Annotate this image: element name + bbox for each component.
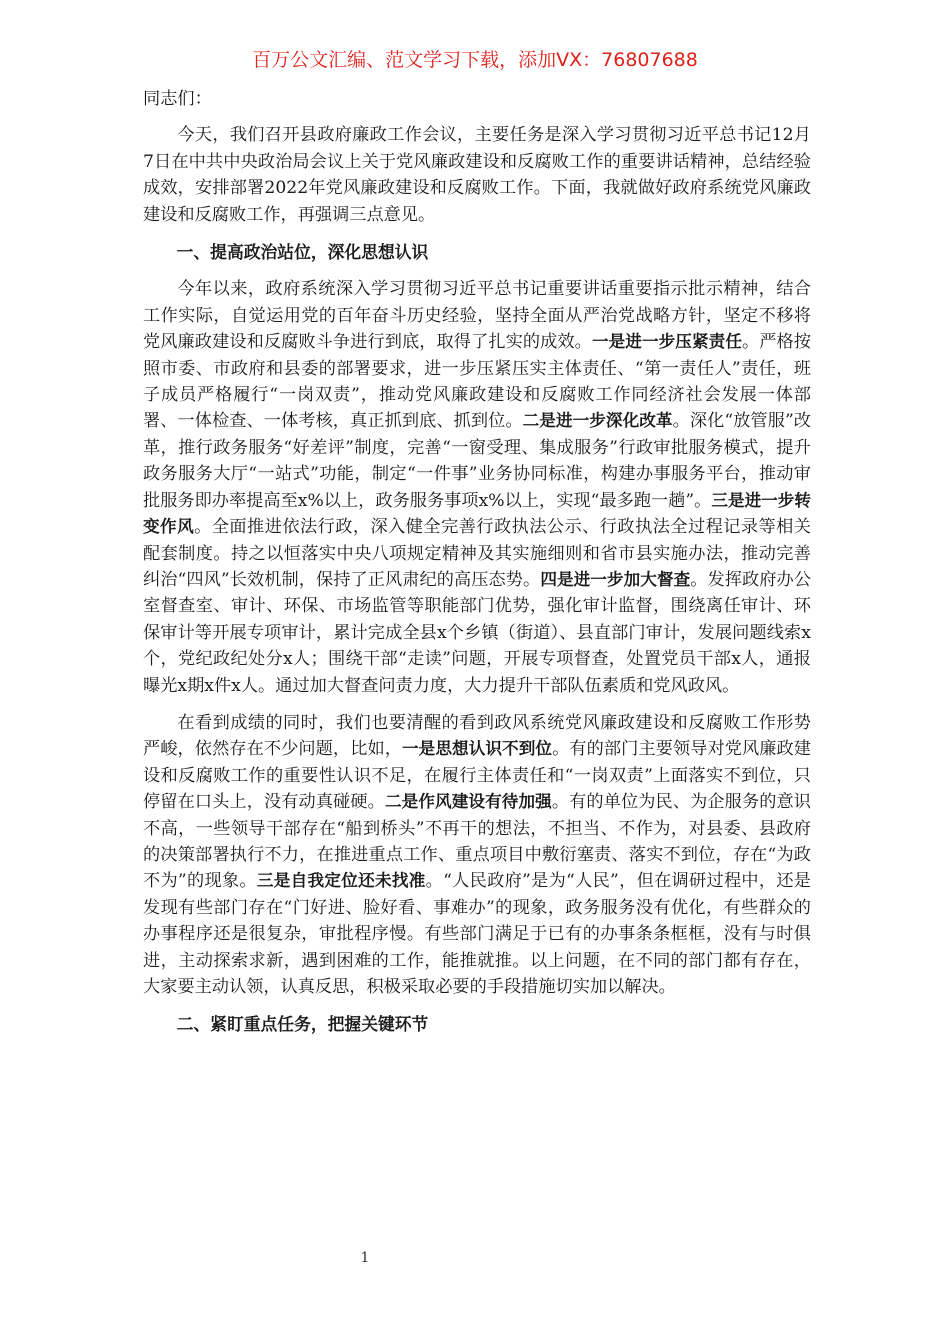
paragraph-text: 。深化“放管服”改革，推行政务服务“好差评”制度，完善“一窗受理、集成服务”行政审批服务模式，提升政务服务大厅“一站式”功能，制定“一件事”业务协同标准，构建办事服务平台，推动审批服务即办率提高至x%以上，政务服务事项x%以上，实现“最多跑一趟”。 [143,411,811,511]
section-heading-1: 一、提高政治站位，深化思想认识 [176,242,429,263]
paragraph-text: 今年以来，政府系统深入学习贯彻习近平总书记重要讲话重要指示批示精神，结合工作实际，自觉运用党的百年奋斗历史经验，坚持全面从严治党战略方针，坚定不移将党风廉政建设和反腐败斗争进行到底，取得了扎实的成效。 [143,279,811,353]
highlight-point-1: 一是进一步压紧责任 [591,332,742,352]
paragraph-text: 。有的部门主要领导对党风廉政建设和反腐败工作的重要性认识不足，在履行主体责任和“一岗双责”上面落实不到位，只停留在口头上，没有动真碰硬。 [143,739,811,813]
paragraph-text: 。发挥政府办公室督查室、审计、环保、市场监管等职能部门优势，强化审计监督，围绕离任审计、环保审计等开展专项审计，累计完成全县x个乡镇（街道）、县直部门审计，发展问题线索x个，党纪政纪处分x人；围绕干部“走读”问题，开展专项督查，处置党员干部x人，通报曝光x期x件x人。通过加大督查问责力度，大力提升干部队伍素质和党风政风。 [143,569,811,696]
section-heading-2: 二、紧盯重点任务，把握关键环节 [176,1014,429,1035]
problem-point-1: 一是思想认识不到位 [402,739,553,759]
paragraph-text: 。严格按照市委、市政府和县委的部署要求，进一步压紧压实主体责任、“第一责任人”责任，班子成员严格履行“一岗双责”，推动党风廉政建设和反腐败工作同经济社会发展一体部署、一体检查、一体考核，真正抓到底、抓到位。 [143,332,811,432]
paragraph-text: 在看到成绩的同时，我们也要清醒的看到政风系统党风廉政建设和反腐败工作形势严峻，依然存在不少问题，比如， [143,712,811,760]
paragraph-text: 。有的单位为民、为企服务的意识不高，一些领导干部存在“船到桥头”不再干的想法，不担当、不作为，对县委、县政府的决策部署执行不力，在推进重点工作、重点项目中敷衍塞责、落实不到位，存在“为政不为”的现象。 [143,792,811,892]
paragraph-text: 。“人民政府”是为“人民”，但在调研过程中，还是发现有些部门存在“门好进、脸好看、事难办”的现象，政务服务没有优化，有些群众的办事程序还是很复杂，审批程序慢。有些部门满足于已有的办事条条框框，没有与时俱进，主动探索求新，遇到困难的工作，能推就推。以上问题，在不同的部门都有存在，大家要主动认领，认真反思，积极采取必要的手段措施切实加以解决。 [143,871,811,997]
highlight-point-4: 四是进一步加大督查 [540,569,691,589]
intro-paragraph: 今天，我们召开县政府廉政工作会议，主要任务是深入学习贯彻习近平总书记12月7日在中共中央政治局会议上关于党风廉政建设和反腐败工作的重要讲话精神，总结经验成效，安排部署2022年党风廉政建设和反腐败工作。下面，我就做好政府系统党风廉政建设和反腐败工作，再强调三点意见。 [143,125,811,225]
document-body [143,86,811,1049]
problem-point-3: 三是自我定位还未找准 [256,871,426,891]
page-number: 1 [360,1250,370,1266]
achievements-paragraph [143,276,811,699]
salutation: 同志们： [143,89,212,109]
problems-paragraph [143,710,811,1000]
download-banner: 百万公文汇编、范文学习下载，添加VX：76807688 [252,49,698,71]
highlight-point-2: 二是进一步深化改革 [522,411,673,431]
highlight-point-3: 三是进一步转变作风 [143,490,811,537]
problem-point-2: 二是作风建设有待加强 [384,792,552,812]
paragraph-text: 。全面推进依法行政，深入健全完善行政执法公示、行政执法全过程记录等相关配套制度。持之以恒落实中央八项规定精神及其实施细则和省市县实施办法，推动完善纠治“四风”长效机制，保持了正风肃纪的高压态势。 [143,517,811,590]
